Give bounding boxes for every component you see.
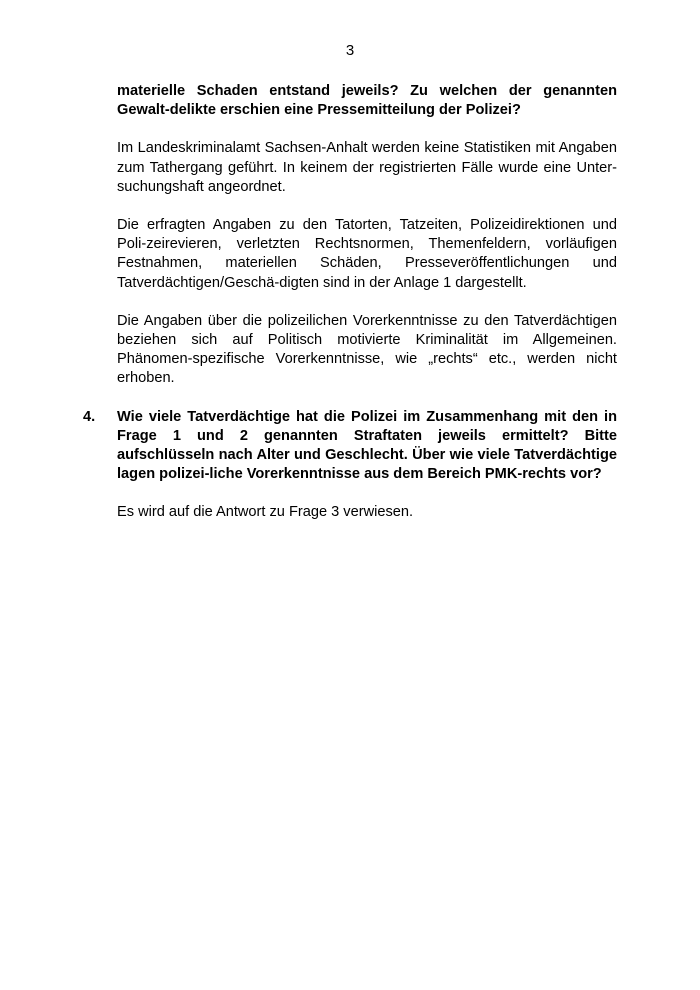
question-4-text: Wie viele Tatverdächtige hat die Polizei im Zusammenhang mit den in Frage 1 und 2 genannten Straftaten jeweils ermittelt? Bitte aufschlüsseln nach Alter und Geschlecht. Über wie viele Tatverdächtige lagen polizei-liche Vorerkenntnisse aus dem Bereich PMK-rechts vor? xyxy=(117,408,617,483)
question-3-continuation: materielle Schaden entstand jeweils? Zu welchen der genannten Gewalt-delikte erschien eine Pressemitteilung der Polizei? xyxy=(117,83,617,119)
answer-3-paragraph-1: Im Landeskriminalamt Sachsen-Anhalt werden keine Statistiken mit Angaben zum Tathergang geführt. In keinem der registrierten Fälle wurde eine Unter-suchungshaft angeordnet. xyxy=(117,140,617,195)
document-body xyxy=(83,82,617,523)
answer-4-text: Es wird auf die Antwort zu Frage 3 verwiesen. xyxy=(117,504,414,521)
question-4-number: 4. xyxy=(83,408,96,425)
answer-3-paragraph-3: Die Angaben über die polizeilichen Vorerkenntnisse zu den Tatverdächtigen beziehen sich auf Politisch motivierte Kriminalität im Allgemeinen. Phänomen-spezifische Vorerkenntnisse, wie „rechts“ etc., werden nicht erhoben. xyxy=(117,312,617,387)
page-number: 3 xyxy=(345,42,355,59)
question-4 xyxy=(83,408,617,485)
answer-3-paragraph-2: Die erfragten Angaben zu den Tatorten, Tatzeiten, Polizeidirektionen und Poli-zeirevieren, verletzten Rechtsnormen, Themenfeldern, vorläufigen Festnahmen, materiellen Schäden, Presseveröffentlichungen und Tatverdächtigen/Geschä-digten sind in der Anlage 1 dargestellt. xyxy=(117,217,617,291)
